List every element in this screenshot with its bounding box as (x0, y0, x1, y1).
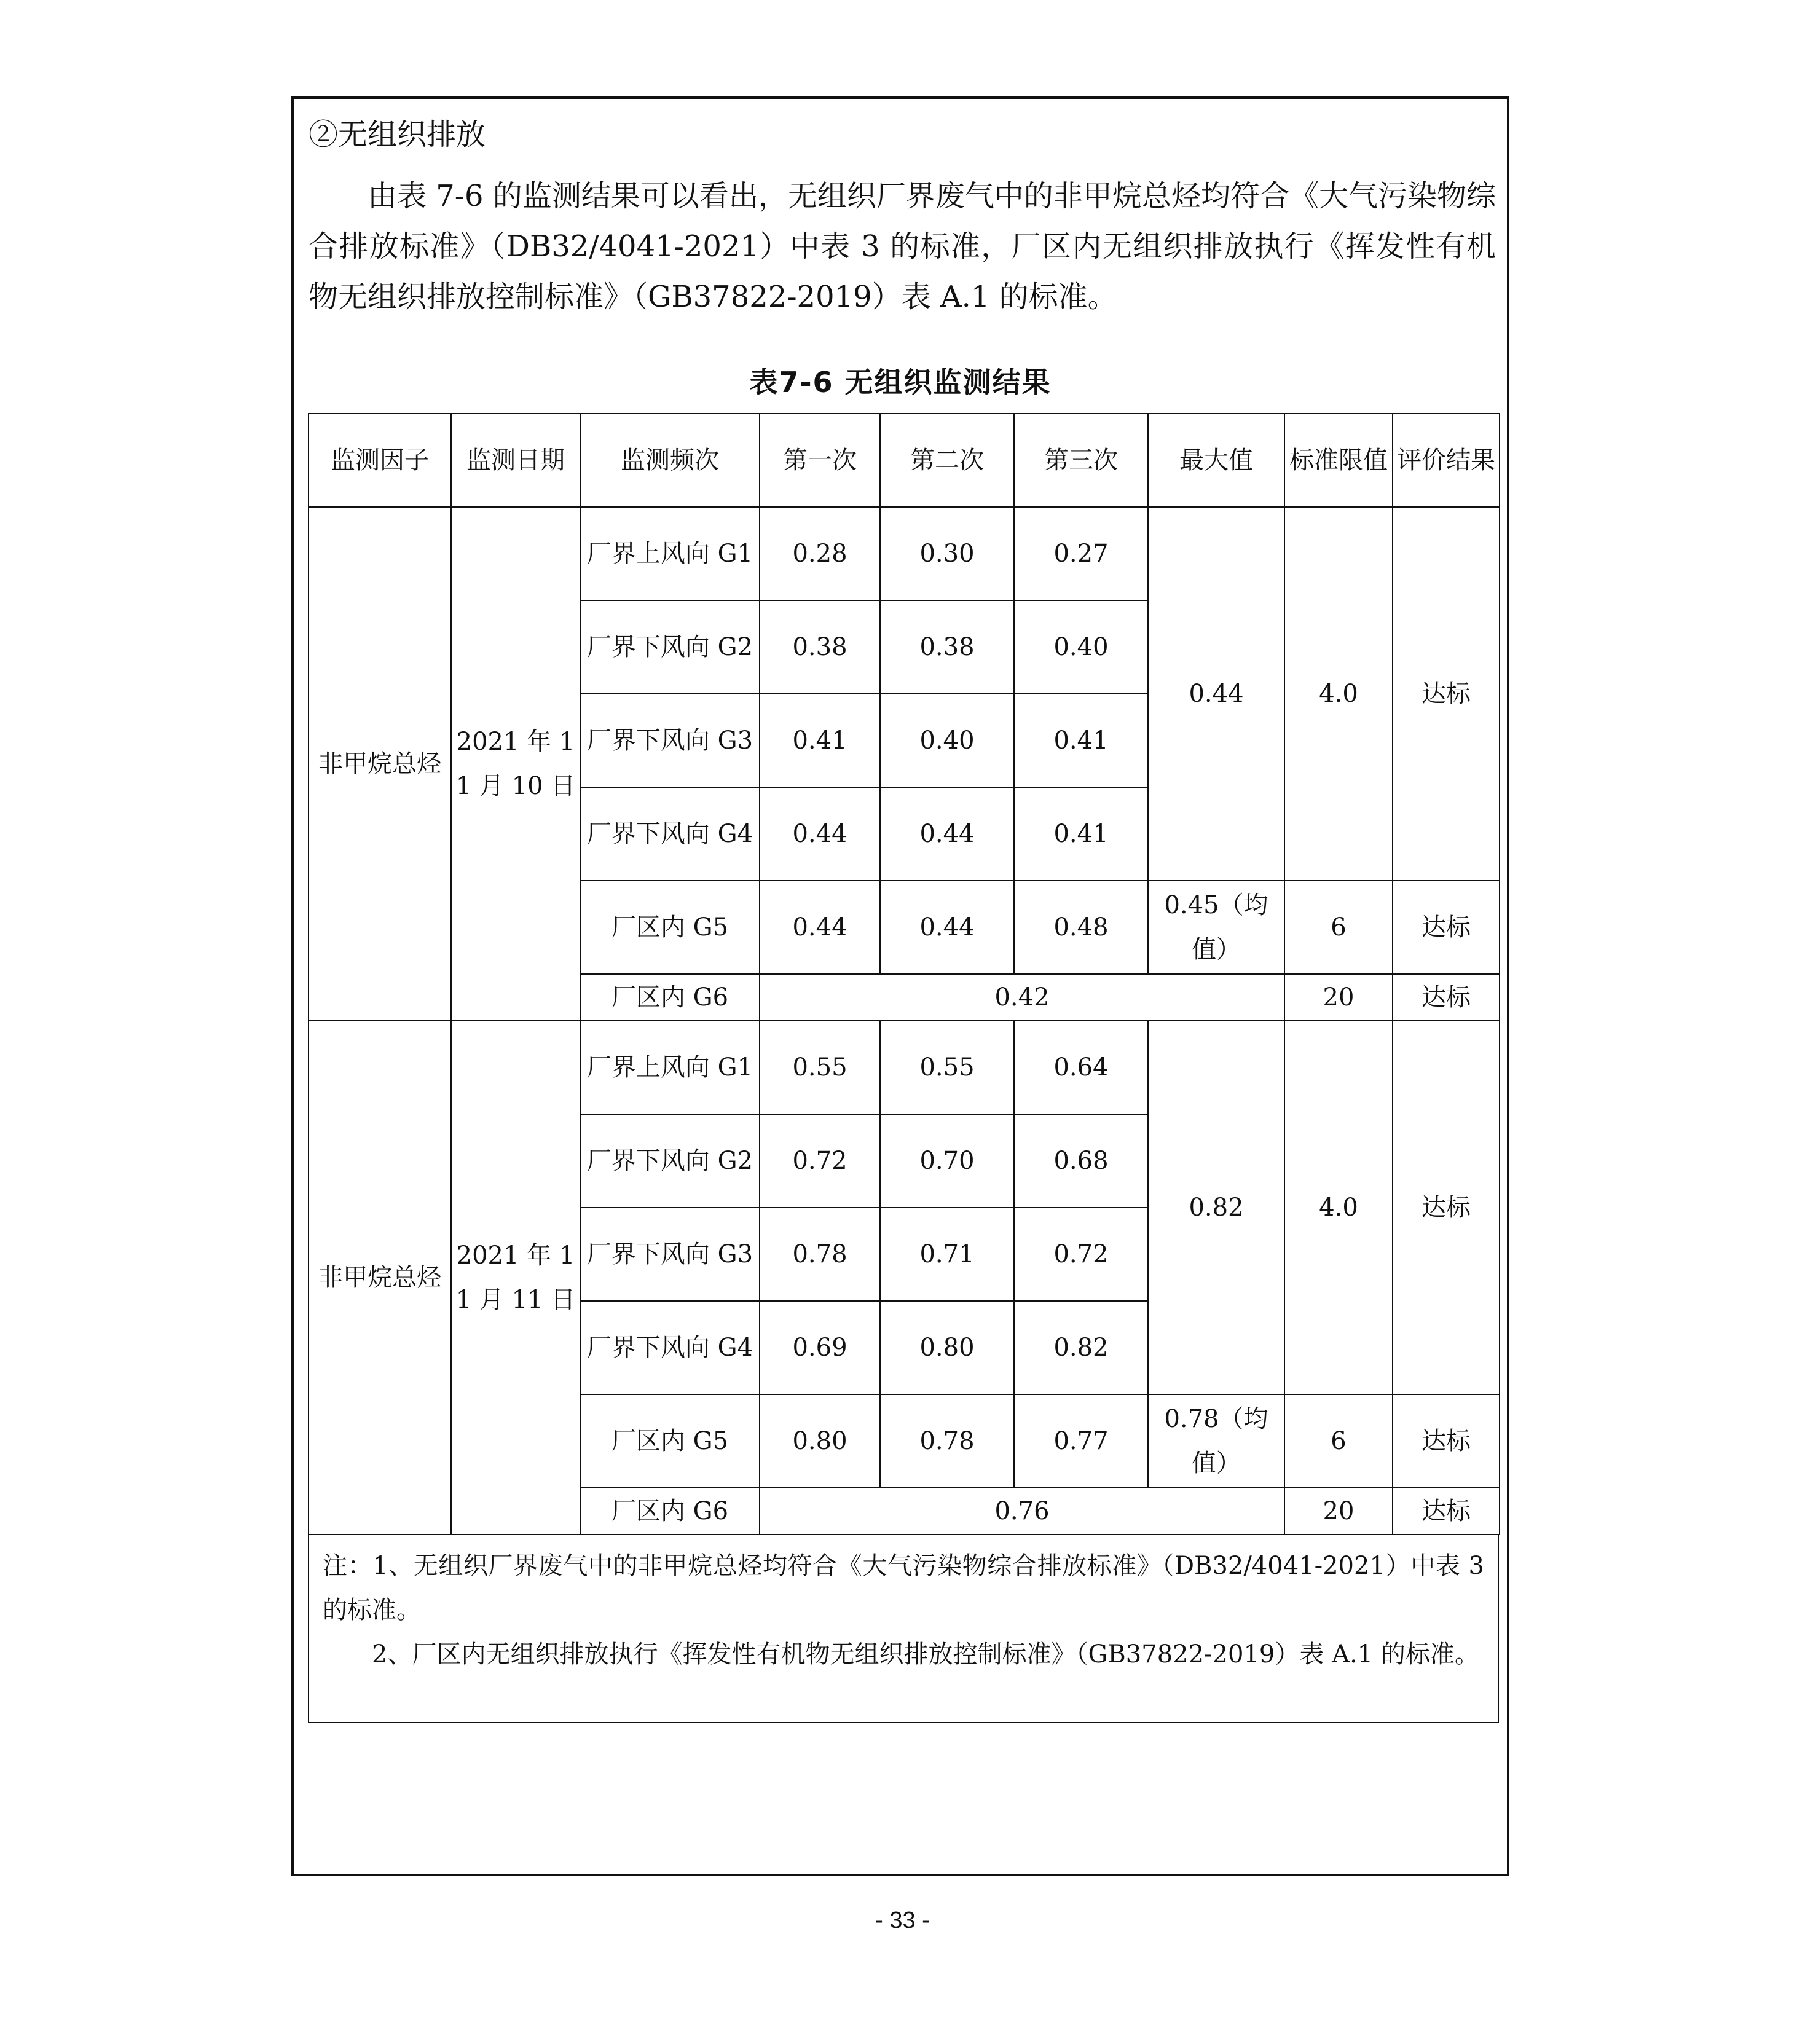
table-notes (308, 1535, 1499, 1723)
date-cell: 2021 年 11 月 11 日 (451, 1021, 580, 1535)
value-cell: 0.41 (760, 694, 880, 787)
result-cell: 达标 (1393, 1488, 1500, 1535)
value-cell: 0.44 (880, 881, 1014, 974)
value-cell: 0.41 (1014, 787, 1148, 881)
page-number: - 33 - (875, 1908, 930, 1933)
result-cell: 达标 (1393, 507, 1500, 881)
header-cell: 监测因子 (309, 414, 451, 507)
result-cell: 达标 (1393, 1394, 1500, 1488)
max-cell: 0.45（均值） (1148, 881, 1284, 974)
value-cell: 0.80 (880, 1301, 1014, 1394)
value-cell: 0.30 (880, 507, 1014, 600)
value-cell: 0.28 (760, 507, 880, 600)
value-cell: 0.44 (760, 787, 880, 881)
table-header-row (309, 414, 1500, 507)
value-cell: 0.82 (1014, 1301, 1148, 1394)
result-cell: 达标 (1393, 881, 1500, 974)
value-cell: 0.38 (760, 600, 880, 694)
value-cell: 0.41 (1014, 694, 1148, 787)
value-cell: 0.72 (760, 1114, 880, 1208)
note-2: 2、厂区内无组织排放执行《挥发性有机物无组织排放控制标准》（GB37822-2019）表 A.1 的标准。 (372, 1640, 1479, 1669)
value-cell: 0.77 (1014, 1394, 1148, 1488)
body-paragraph: 由表 7-6 的监测结果可以看出，无组织厂界废气中的非甲烷总烃均符合《大气污染物综合排放标准》（DB32/4041-2021）中表 3 的标准，厂区内无组织排放执行《挥发性有机物无组织排放控制标准》（GB37822-2019）表 A.1 的标准。 (309, 179, 1496, 314)
header-cell: 第三次 (1014, 414, 1148, 507)
value-cell: 0.72 (1014, 1208, 1148, 1301)
point-cell: 厂区内 G5 (580, 1394, 760, 1488)
max-cell: 0.44 (1148, 507, 1284, 881)
value-cell: 0.48 (1014, 881, 1148, 974)
point-cell: 厂界下风向 G3 (580, 1208, 760, 1301)
header-cell: 监测日期 (451, 414, 580, 507)
point-cell: 厂界下风向 G3 (580, 694, 760, 787)
limit-cell: 20 (1284, 1488, 1393, 1535)
limit-cell: 20 (1284, 974, 1393, 1021)
header-cell: 监测频次 (580, 414, 760, 507)
value-cell: 0.64 (1014, 1021, 1148, 1114)
value-cell: 0.78 (760, 1208, 880, 1301)
header-cell: 第二次 (880, 414, 1014, 507)
value-cell: 0.42 (760, 974, 1284, 1021)
value-cell: 0.40 (880, 694, 1014, 787)
value-cell: 0.80 (760, 1394, 880, 1488)
value-cell: 0.78 (880, 1394, 1014, 1488)
point-cell: 厂界下风向 G2 (580, 600, 760, 694)
value-cell: 0.27 (1014, 507, 1148, 600)
point-cell: 厂区内 G5 (580, 881, 760, 974)
point-cell: 厂界下风向 G4 (580, 1301, 760, 1394)
point-cell: 厂界下风向 G4 (580, 787, 760, 881)
value-cell: 0.71 (880, 1208, 1014, 1301)
table-caption: 表7-6 无组织监测结果 (749, 366, 1052, 399)
limit-cell: 4.0 (1284, 507, 1393, 881)
limit-cell: 6 (1284, 1394, 1393, 1488)
result-cell: 达标 (1393, 1021, 1500, 1394)
point-cell: 厂界下风向 G2 (580, 1114, 760, 1208)
value-cell: 0.55 (760, 1021, 880, 1114)
header-cell: 第一次 (760, 414, 880, 507)
point-cell: 厂区内 G6 (580, 1488, 760, 1535)
factor-cell: 非甲烷总烃 (309, 1021, 451, 1535)
value-cell: 0.44 (760, 881, 880, 974)
point-cell: 厂界上风向 G1 (580, 507, 760, 600)
note-1: 注：1、无组织厂界废气中的非甲烷总烃均符合《大气污染物综合排放标准》（DB32/4041-2021）中表 3 的标准。 (323, 1552, 1484, 1624)
max-cell: 0.78（均值） (1148, 1394, 1284, 1488)
value-cell: 0.69 (760, 1301, 880, 1394)
value-cell: 0.44 (880, 787, 1014, 881)
value-cell: 0.40 (1014, 600, 1148, 694)
table-row (309, 507, 1500, 600)
monitoring-results-table (308, 413, 1500, 1535)
date-cell: 2021 年 11 月 10 日 (451, 507, 580, 1021)
table-row (309, 1021, 1500, 1114)
max-cell: 0.82 (1148, 1021, 1284, 1394)
header-cell: 最大值 (1148, 414, 1284, 507)
value-cell: 0.76 (760, 1488, 1284, 1535)
value-cell: 0.55 (880, 1021, 1014, 1114)
value-cell: 0.70 (880, 1114, 1014, 1208)
header-cell: 标准限值 (1284, 414, 1393, 507)
header-cell: 评价结果 (1393, 414, 1500, 507)
point-cell: 厂界上风向 G1 (580, 1021, 760, 1114)
limit-cell: 4.0 (1284, 1021, 1393, 1394)
limit-cell: 6 (1284, 881, 1393, 974)
value-cell: 0.38 (880, 600, 1014, 694)
value-cell: 0.68 (1014, 1114, 1148, 1208)
section-heading: ②无组织排放 (309, 117, 486, 152)
factor-cell: 非甲烷总烃 (309, 507, 451, 1021)
point-cell: 厂区内 G6 (580, 974, 760, 1021)
result-cell: 达标 (1393, 974, 1500, 1021)
